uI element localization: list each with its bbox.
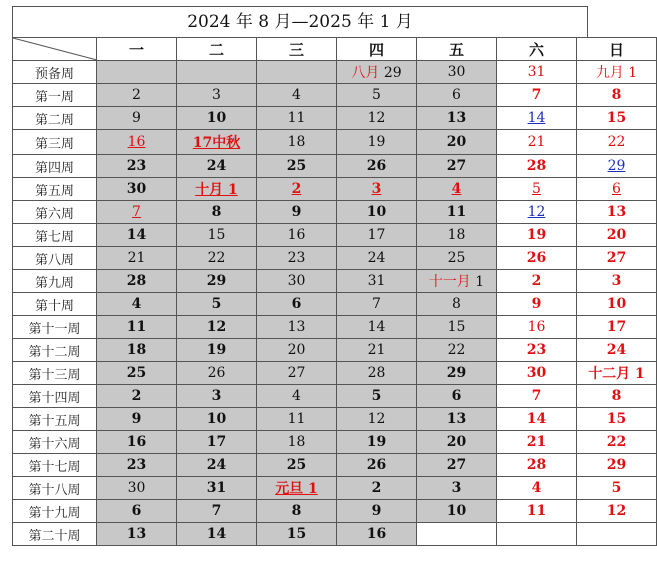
date-cell xyxy=(417,523,497,546)
date-cell: 30 xyxy=(97,477,177,500)
date-cell: 16 xyxy=(337,523,417,546)
date-cell: 8 xyxy=(577,385,657,408)
date-cell: 14 xyxy=(177,523,257,546)
date-cell: 9 xyxy=(497,293,577,316)
date-cell: 30 xyxy=(417,61,497,84)
week-label: 第六周 xyxy=(13,201,97,224)
date-cell: 11 xyxy=(257,408,337,431)
date-cell: 17 xyxy=(177,431,257,454)
week-row xyxy=(13,431,657,454)
date-cell: 10 xyxy=(417,500,497,523)
date-cell: 27 xyxy=(577,247,657,270)
week-label: 第九周 xyxy=(13,270,97,293)
date-cell: 18 xyxy=(97,339,177,362)
date-cell: 8 xyxy=(577,84,657,107)
date-cell: 15 xyxy=(577,408,657,431)
date-cell: 4 xyxy=(97,293,177,316)
week-label: 第四周 xyxy=(13,155,97,178)
date-cell: 16 xyxy=(97,431,177,454)
date-cell: 6 xyxy=(577,178,657,201)
date-cell: 4 xyxy=(257,385,337,408)
week-row xyxy=(13,130,657,155)
date-cell: 6 xyxy=(417,84,497,107)
date-cell: 21 xyxy=(497,431,577,454)
day-header: 二 xyxy=(177,38,257,61)
date-cell: 25 xyxy=(257,155,337,178)
date-cell: 25 xyxy=(417,247,497,270)
date-cell: 23 xyxy=(497,339,577,362)
date-cell: 3 xyxy=(417,477,497,500)
date-cell: 9 xyxy=(97,107,177,130)
date-cell: 19 xyxy=(497,224,577,247)
date-cell: 21 xyxy=(497,130,577,155)
date-cell: 29 xyxy=(577,454,657,477)
date-cell: 10 xyxy=(177,107,257,130)
week-label: 第十一周 xyxy=(13,316,97,339)
date-cell: 元旦 1 xyxy=(257,477,337,500)
date-cell: 29 xyxy=(177,270,257,293)
date-cell: 11 xyxy=(257,107,337,130)
date-cell: 7 xyxy=(337,293,417,316)
date-cell: 25 xyxy=(97,362,177,385)
date-cell: 31 xyxy=(497,61,577,84)
week-label: 第十八周 xyxy=(13,477,97,500)
day-header: 日 xyxy=(577,38,657,61)
day-header: 一 xyxy=(97,38,177,61)
week-label: 第七周 xyxy=(13,224,97,247)
week-row xyxy=(13,500,657,523)
date-cell: 23 xyxy=(257,247,337,270)
date-cell: 2 xyxy=(97,84,177,107)
week-row xyxy=(13,155,657,178)
date-cell: 4 xyxy=(257,84,337,107)
date-cell: 14 xyxy=(497,408,577,431)
date-cell: 7 xyxy=(177,500,257,523)
date-cell: 7 xyxy=(497,385,577,408)
week-row xyxy=(13,454,657,477)
date-cell: 22 xyxy=(577,431,657,454)
date-cell: 10 xyxy=(577,293,657,316)
day-header: 四 xyxy=(337,38,417,61)
date-cell: 3 xyxy=(177,84,257,107)
week-label: 第五周 xyxy=(13,178,97,201)
date-cell: 26 xyxy=(177,362,257,385)
date-cell: 23 xyxy=(97,155,177,178)
date-cell: 16 xyxy=(97,130,177,155)
date-cell: 29 xyxy=(417,362,497,385)
date-cell: 15 xyxy=(417,316,497,339)
date-cell: 16 xyxy=(497,316,577,339)
date-cell: 9 xyxy=(337,500,417,523)
date-cell: 26 xyxy=(337,155,417,178)
date-cell: 14 xyxy=(497,107,577,130)
date-cell: 9 xyxy=(97,408,177,431)
date-cell: 21 xyxy=(97,247,177,270)
date-cell: 28 xyxy=(337,362,417,385)
week-label: 第十二周 xyxy=(13,339,97,362)
week-row xyxy=(13,84,657,107)
date-cell: 12 xyxy=(337,107,417,130)
week-row xyxy=(13,477,657,500)
week-label: 第十五周 xyxy=(13,408,97,431)
date-cell: 5 xyxy=(337,385,417,408)
date-cell: 24 xyxy=(337,247,417,270)
date-cell: 11 xyxy=(497,500,577,523)
date-cell: 27 xyxy=(417,155,497,178)
date-cell: 5 xyxy=(337,84,417,107)
week-row xyxy=(13,316,657,339)
date-cell: 22 xyxy=(417,339,497,362)
date-cell: 24 xyxy=(177,454,257,477)
week-row xyxy=(13,61,657,84)
date-cell: 3 xyxy=(577,270,657,293)
date-cell: 10 xyxy=(177,408,257,431)
date-cell: 30 xyxy=(257,270,337,293)
week-row xyxy=(13,523,657,546)
week-label: 预备周 xyxy=(13,61,97,84)
date-cell: 12 xyxy=(177,316,257,339)
date-cell: 13 xyxy=(417,107,497,130)
date-cell: 17 xyxy=(337,224,417,247)
date-cell: 3 xyxy=(177,385,257,408)
week-row xyxy=(13,362,657,385)
date-cell: 28 xyxy=(497,454,577,477)
week-label: 第二十周 xyxy=(13,523,97,546)
diagonal-line xyxy=(13,38,97,60)
week-label: 第十四周 xyxy=(13,385,97,408)
date-cell: 27 xyxy=(257,362,337,385)
date-cell: 6 xyxy=(97,500,177,523)
date-cell: 12 xyxy=(497,201,577,224)
date-cell: 5 xyxy=(177,293,257,316)
date-cell: 17中秋 xyxy=(177,130,257,155)
date-cell: 8 xyxy=(257,500,337,523)
date-cell: 13 xyxy=(97,523,177,546)
date-cell: 20 xyxy=(577,224,657,247)
date-cell: 20 xyxy=(417,431,497,454)
week-label: 第一周 xyxy=(13,84,97,107)
date-cell: 12 xyxy=(337,408,417,431)
calendar-table xyxy=(12,37,657,546)
date-cell: 19 xyxy=(337,130,417,155)
date-cell: 20 xyxy=(417,130,497,155)
date-cell: 八月 29 xyxy=(337,61,417,84)
date-cell: 26 xyxy=(497,247,577,270)
week-label: 第三周 xyxy=(13,130,97,155)
date-cell: 2 xyxy=(97,385,177,408)
day-header: 六 xyxy=(497,38,577,61)
date-cell: 18 xyxy=(257,130,337,155)
date-cell: 27 xyxy=(417,454,497,477)
week-row xyxy=(13,293,657,316)
date-cell xyxy=(577,523,657,546)
week-label: 第八周 xyxy=(13,247,97,270)
week-label: 第十九周 xyxy=(13,500,97,523)
date-cell: 十二月 1 xyxy=(577,362,657,385)
date-cell: 30 xyxy=(97,178,177,201)
calendar xyxy=(12,6,645,546)
day-header: 三 xyxy=(257,38,337,61)
date-cell: 5 xyxy=(497,178,577,201)
date-cell: 26 xyxy=(337,454,417,477)
date-cell: 6 xyxy=(417,385,497,408)
date-cell: 4 xyxy=(417,178,497,201)
date-cell: 13 xyxy=(417,408,497,431)
date-cell: 23 xyxy=(97,454,177,477)
day-header: 五 xyxy=(417,38,497,61)
date-cell: 20 xyxy=(257,339,337,362)
week-row xyxy=(13,270,657,293)
date-cell: 31 xyxy=(177,477,257,500)
header-row xyxy=(13,38,657,61)
date-cell xyxy=(97,61,177,84)
week-row xyxy=(13,224,657,247)
date-cell: 18 xyxy=(257,431,337,454)
date-cell: 22 xyxy=(177,247,257,270)
date-cell: 7 xyxy=(497,84,577,107)
week-row xyxy=(13,385,657,408)
date-cell xyxy=(257,61,337,84)
week-row xyxy=(13,107,657,130)
date-cell: 24 xyxy=(177,155,257,178)
date-cell: 13 xyxy=(577,201,657,224)
week-label: 第十三周 xyxy=(13,362,97,385)
date-cell: 28 xyxy=(97,270,177,293)
date-cell: 11 xyxy=(97,316,177,339)
week-row xyxy=(13,247,657,270)
week-label: 第十周 xyxy=(13,293,97,316)
date-cell: 13 xyxy=(257,316,337,339)
date-cell: 15 xyxy=(577,107,657,130)
date-cell: 24 xyxy=(577,339,657,362)
date-cell: 十一月 1 xyxy=(417,270,497,293)
week-label: 第十七周 xyxy=(13,454,97,477)
date-cell: 7 xyxy=(97,201,177,224)
date-cell: 30 xyxy=(497,362,577,385)
date-cell: 5 xyxy=(577,477,657,500)
date-cell: 12 xyxy=(577,500,657,523)
date-cell: 19 xyxy=(337,431,417,454)
date-cell: 2 xyxy=(337,477,417,500)
date-cell: 28 xyxy=(497,155,577,178)
date-cell: 10 xyxy=(337,201,417,224)
week-row xyxy=(13,201,657,224)
date-cell: 9 xyxy=(257,201,337,224)
week-row xyxy=(13,178,657,201)
date-cell: 十月 1 xyxy=(177,178,257,201)
date-cell: 14 xyxy=(97,224,177,247)
date-cell: 29 xyxy=(577,155,657,178)
date-cell: 18 xyxy=(417,224,497,247)
date-cell: 2 xyxy=(497,270,577,293)
date-cell: 15 xyxy=(257,523,337,546)
date-cell: 21 xyxy=(337,339,417,362)
date-cell xyxy=(497,523,577,546)
date-cell: 8 xyxy=(177,201,257,224)
week-row xyxy=(13,339,657,362)
week-label: 第十六周 xyxy=(13,431,97,454)
date-cell: 17 xyxy=(577,316,657,339)
week-row xyxy=(13,408,657,431)
date-cell: 16 xyxy=(257,224,337,247)
date-cell: 6 xyxy=(257,293,337,316)
date-cell: 25 xyxy=(257,454,337,477)
date-cell: 3 xyxy=(337,178,417,201)
date-cell: 14 xyxy=(337,316,417,339)
date-cell: 九月 1 xyxy=(577,61,657,84)
date-cell xyxy=(177,61,257,84)
date-cell: 15 xyxy=(177,224,257,247)
calendar-title: 2024 年 8 月—2025 年 1 月 xyxy=(12,6,588,37)
date-cell: 11 xyxy=(417,201,497,224)
date-cell: 2 xyxy=(257,178,337,201)
corner-cell xyxy=(13,38,97,61)
date-cell: 8 xyxy=(417,293,497,316)
date-cell: 4 xyxy=(497,477,577,500)
week-label: 第二周 xyxy=(13,107,97,130)
date-cell: 31 xyxy=(337,270,417,293)
date-cell: 19 xyxy=(177,339,257,362)
date-cell: 22 xyxy=(577,130,657,155)
